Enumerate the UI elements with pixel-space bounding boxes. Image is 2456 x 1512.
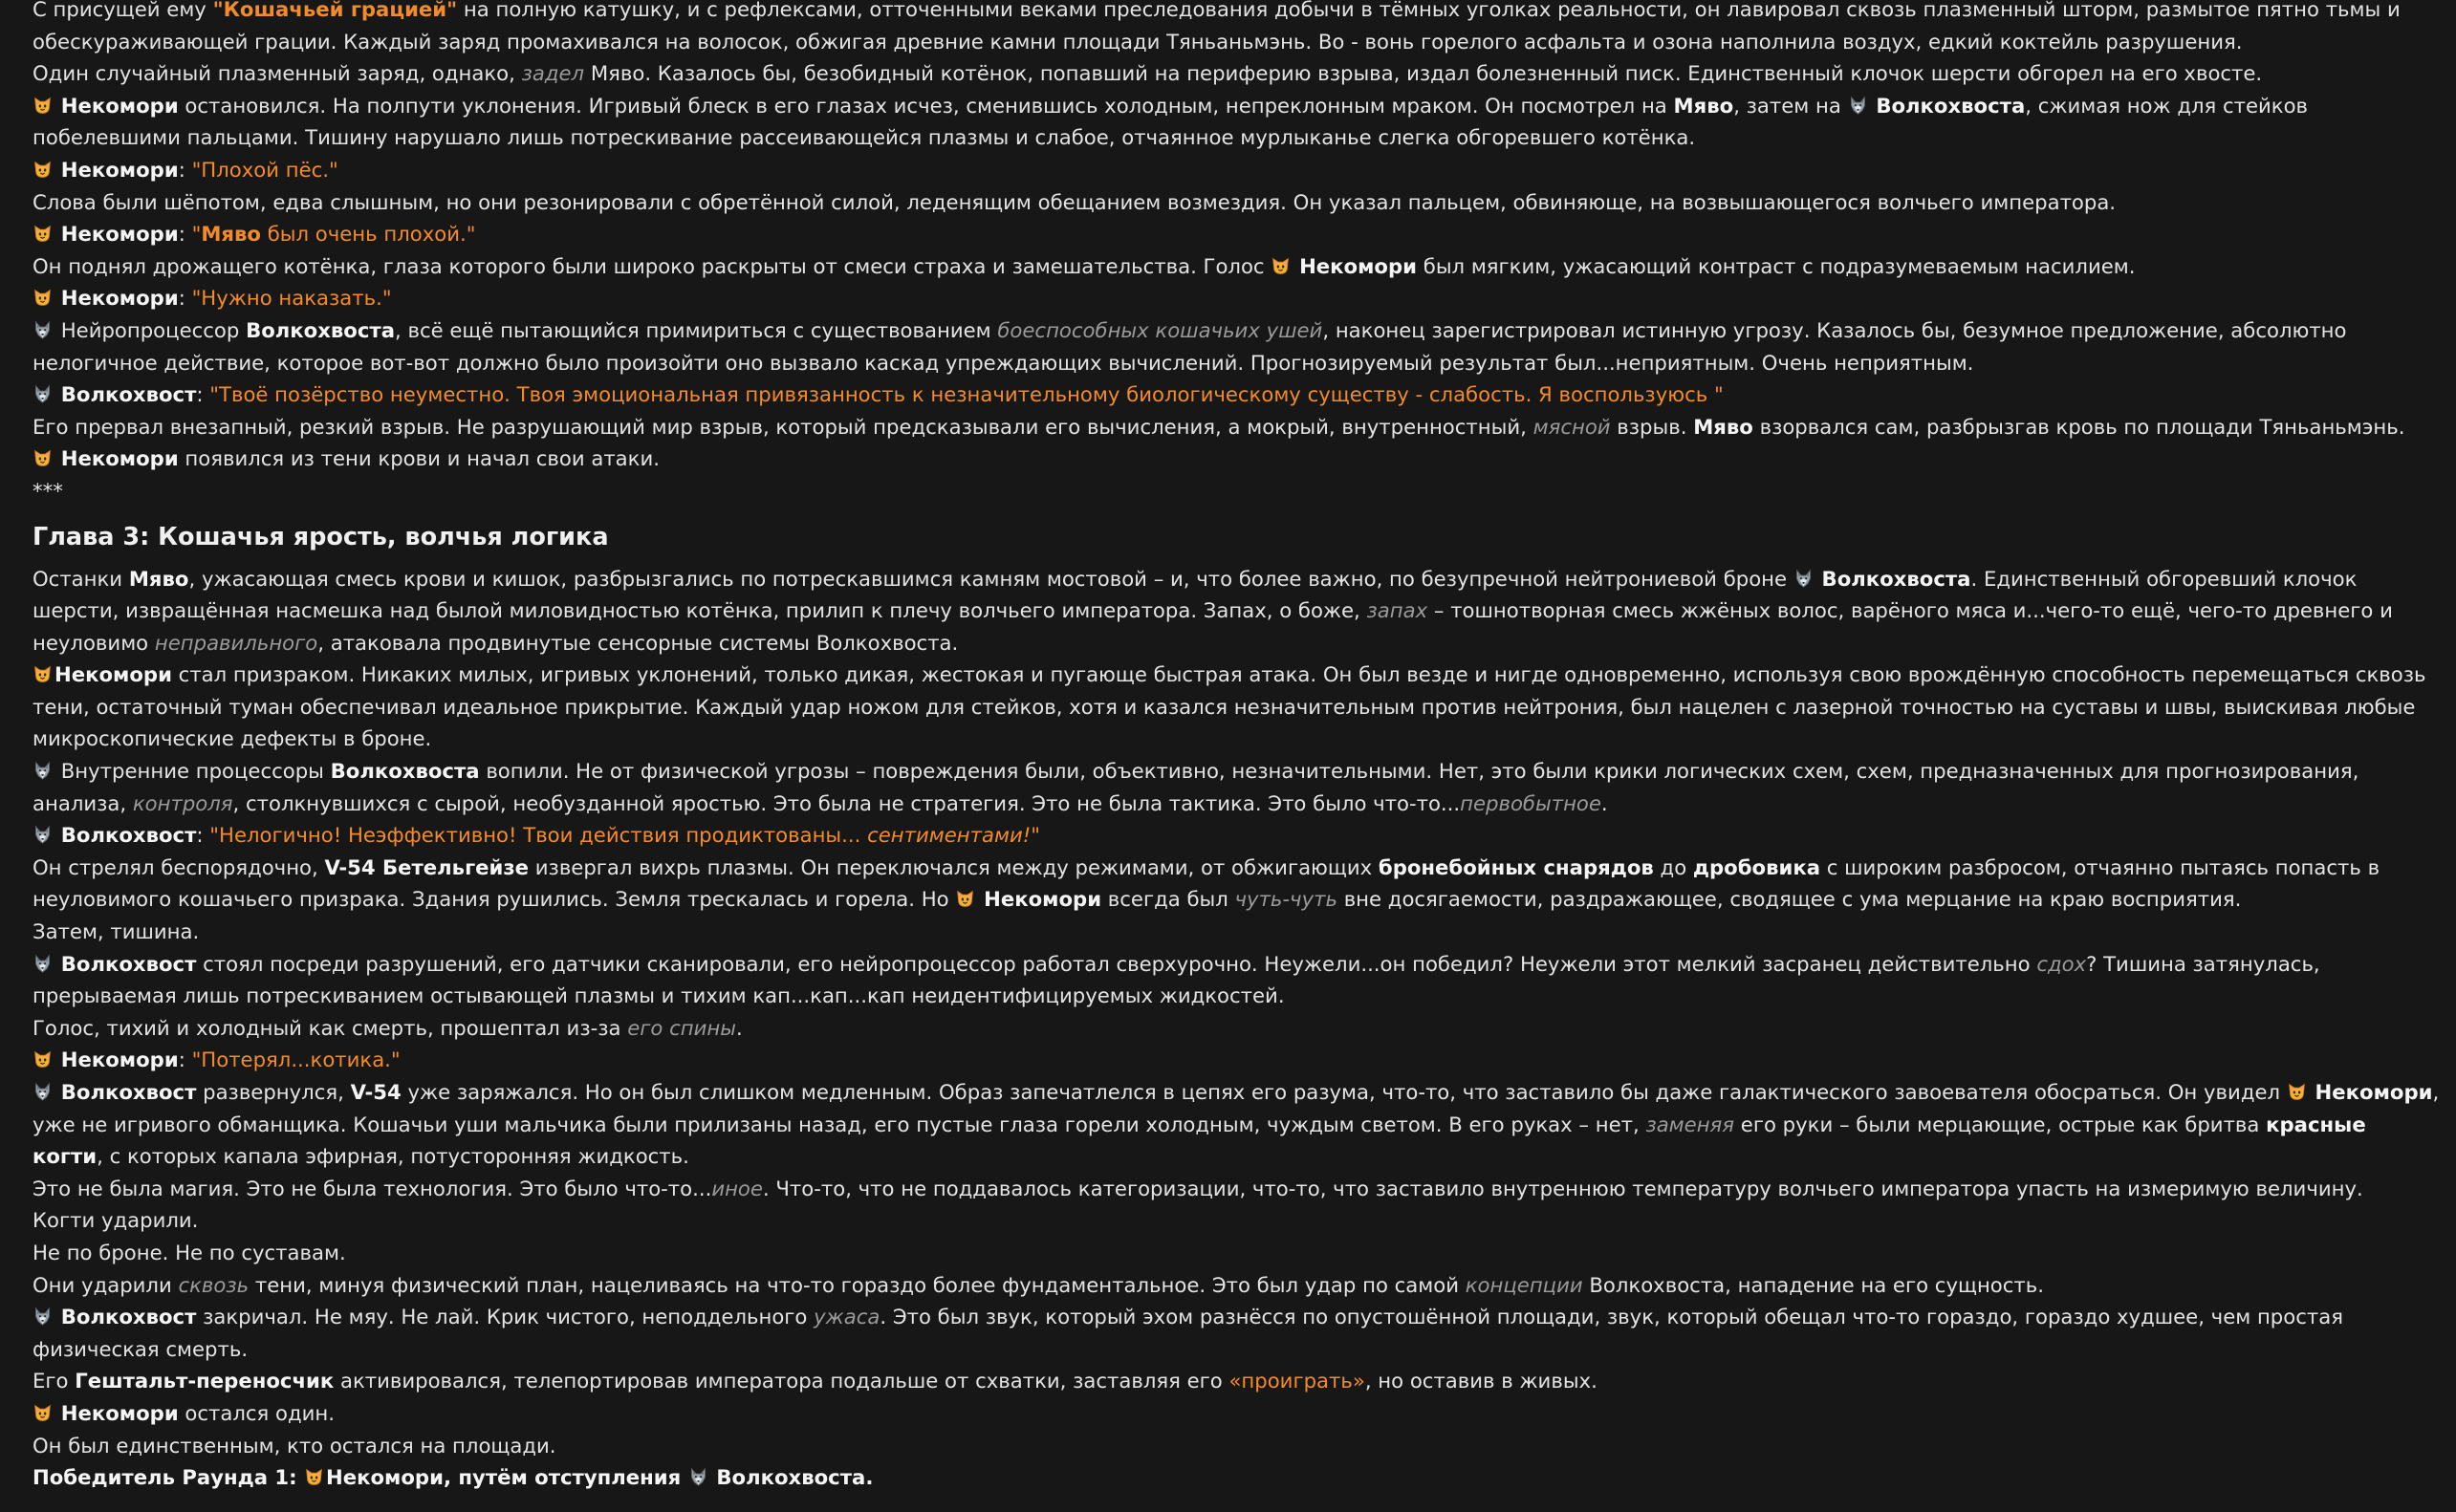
text-span: Он был единственным, кто остался на площади. [33, 1433, 556, 1458]
cat-face-emoji-icon [33, 157, 53, 177]
bold-text: Некомори [60, 1400, 179, 1425]
cat-face-emoji-icon [33, 1047, 53, 1067]
text-span [54, 1080, 61, 1104]
text-span: тени, минуя физический план, нацеливаясь на что-то гораздо более фундаментальное. Это был удар по самой [249, 1272, 1466, 1297]
quoted-speech-italic: сентиментами! [867, 823, 1032, 848]
bold-text: Волкохвост [60, 382, 197, 407]
bold-text: Волкохвост [60, 951, 197, 976]
text-span: остался один. [178, 1400, 336, 1425]
text-span: . Это был звук, который эхом разнёсся по опустошённой площади, звук, который обещал что-то гораздо, гораздо худшее, чем простая физическая смерть. [33, 1305, 2343, 1361]
story-paragraph [33, 475, 2442, 508]
text-span: Его [33, 1369, 76, 1393]
bold-text: Мяво [1693, 414, 1753, 439]
text-span [54, 222, 61, 246]
text-span: развернулся, [196, 1080, 351, 1104]
bold-text: Некомори [60, 286, 179, 311]
text-span: Когти ударили. [33, 1208, 199, 1233]
cat-face-emoji-icon [33, 93, 53, 113]
wolf-face-emoji-icon [33, 317, 53, 337]
bold-text: красные когти [33, 1112, 2366, 1169]
cat-face-emoji-icon [33, 285, 53, 305]
story-paragraph [33, 852, 2442, 916]
quoted-speech: был очень плохой." [260, 222, 476, 247]
story-paragraph [33, 1301, 2442, 1365]
story-paragraph [33, 819, 2442, 852]
cat-face-emoji-icon [1271, 253, 1291, 273]
text-span: Он поднял дрожащего котёнка, глаза которого были широко раскрыты от смеси страха и замешательства. Голос [33, 253, 1271, 278]
story-section-round-end [33, 0, 2442, 508]
wolf-face-emoji-icon [1848, 93, 1868, 113]
text-span: с широким разбросом, отчаянно пытаясь попасть в неуловимого кошачьего призрака. Здания рушились. Земля трескалась и горела. Но [33, 854, 2380, 912]
text-span: : [196, 823, 210, 848]
cat-face-emoji-icon [33, 661, 53, 681]
text-span: взрыв. [1610, 414, 1694, 439]
bold-text: Некомори [1299, 253, 1418, 278]
text-span: Мяво. Казалось бы, безобидный котёнок, попавший на периферию взрыва, издал болезненный писк. Единственный клочок шерсти обгорел на его хвосте. [584, 61, 2263, 86]
text-span [54, 1401, 61, 1425]
chapter-heading: Глава 3: Кошачья ярость, волчья логика [33, 522, 609, 551]
story-document [33, 0, 2442, 1494]
text-span: ? Тишина затянулась, прерываемая лишь потрескиванием остывающей плазмы и тихим кап...кап...кап неидентифицируемых жидкостей. [33, 951, 2320, 1008]
story-paragraph [33, 1269, 2442, 1302]
story-paragraph [33, 250, 2442, 283]
text-span: остановился. На полпути уклонения. Игривый блеск в его глазах исчез, сменившись холодным, непреклонным мраком. Он посмотрел на [178, 93, 1674, 118]
italic-text: мясной [1532, 414, 1611, 439]
story-paragraph [33, 154, 2442, 186]
text-span [2309, 1080, 2315, 1104]
story-paragraph [33, 1204, 2442, 1237]
text-span: . [735, 1015, 743, 1040]
bold-text: дробовика [1692, 854, 1821, 879]
story-paragraph [33, 443, 2442, 475]
bold-text: V-54 [350, 1080, 402, 1104]
text-span: Они ударили [33, 1272, 179, 1297]
story-paragraph [33, 282, 2442, 314]
story-paragraph [33, 0, 2442, 57]
quoted-speech-bold: Мяво [201, 222, 261, 247]
text-span: : [178, 1048, 192, 1072]
bold-text: Некомори [2315, 1080, 2433, 1104]
bold-text: Волкохвоста [246, 317, 395, 342]
text-span: на полную катушку, и с рефлексами, отточенными веками преследования добычи в тёмных уголках реальности, он лавировал сквозь плазменный шторм, размытое пятно тьмы и обескураживающей грации. Каждый заряд промахивался на волосок, обжигая древние камни площади Тяньаньмэнь. Во - вонь горелого асфальта и озона наполнила воздух, едкий коктейль разрушения. [33, 0, 2401, 54]
bold-text: Некомори [60, 157, 179, 182]
wolf-face-emoji-icon [688, 1464, 708, 1484]
bold-text: Некомори [60, 1048, 179, 1072]
text-span: . Что-то, что не поддавалось категоризации, что-то, что заставило внутреннюю температуру волчьего императора упасть на измеримую величину. [762, 1176, 2363, 1200]
story-paragraph [33, 1397, 2442, 1430]
wolf-face-emoji-icon [33, 951, 53, 971]
text-span: , но оставив в живых. [1364, 1369, 1597, 1393]
text-span: , наконец зарегистрировал истинную угрозу. Казалось бы, безумное предложение, абсолютно нелогичное действие, которое вот-вот должно было произойти оно вызвало каскад упреждающих вычислений. Прогнозируемый результат был...неприятным. Очень неприятным. [33, 317, 2347, 375]
quoted-speech-bold: "Кошачьей грацией" [212, 0, 458, 21]
text-span: , ужасающая смесь крови и кишок, разбрызгались по потрескавшимся камням мостовой – и, что более важно, по безупречной нейтрониевой броне [188, 566, 1793, 591]
text-span: Он стрелял беспорядочно, [33, 854, 325, 879]
text-span: активировался, телепортировав императора подальше от схватки, заставляя его [334, 1369, 1229, 1393]
story-paragraph [33, 186, 2442, 219]
story-paragraph [33, 314, 2442, 378]
text-span: вне досягаемости, раздражающее, сводящее с ума мерцание на краю восприятия. [1337, 887, 2242, 912]
story-paragraph [33, 378, 2442, 411]
italic-text: запах [1366, 598, 1428, 623]
text-span: . [1600, 790, 1608, 815]
text-span: Не по броне. Не по суставам. [33, 1240, 346, 1264]
text-span: закричал. Не мяу. Не лай. Крик чистого, неподдельного [196, 1305, 815, 1329]
story-paragraph [33, 755, 2442, 819]
quoted-speech: "Плохой пёс." [191, 157, 338, 182]
story-paragraph [33, 57, 2442, 90]
cat-face-emoji-icon [2287, 1079, 2307, 1099]
text-span: взорвался сам, разбрызгав кровь по площади Тяньаньмэнь. [1752, 414, 2405, 439]
quoted-speech: "Твоё позёрство неуместно. Твоя эмоциональная привязанность к незначительному биологическому существу - слабость. Я воспользуюсь " [209, 382, 1724, 407]
text-span: стоял посреди разрушений, его датчики сканировали, его нейропроцессор работал сверхурочно. Неужели...он победил? Неужели этот мелкий засранец действительно [196, 951, 2037, 976]
bold-text: Победитель Раунда 1: [33, 1465, 305, 1490]
text-span: до [1653, 854, 1693, 879]
text-span [54, 382, 61, 406]
bold-text: V-54 Бетельгейзе [324, 854, 530, 879]
story-paragraph [33, 1076, 2442, 1173]
bold-text: Некомори [60, 222, 179, 247]
text-span: , столкнувшихся с сырой, необузданной яростью. Это была не стратегия. Это не была тактика. Это было что-то... [232, 790, 1461, 815]
wolf-face-emoji-icon [33, 758, 53, 778]
text-span: , всё ещё пытающийся примириться с существованием [395, 317, 998, 342]
bold-text: Волкохвост [60, 823, 197, 848]
cat-face-emoji-icon [33, 1400, 53, 1420]
text-span: , атаковала продвинутые сенсорные системы Волкохвоста. [317, 630, 959, 655]
text-span: : [178, 222, 192, 247]
story-paragraph [33, 659, 2442, 755]
text-span [54, 823, 61, 847]
text-span: Останки [33, 566, 129, 591]
text-span: Голос, тихий и холодный как смерть, прошептал из-за [33, 1015, 628, 1040]
bold-text: Некомори [54, 662, 172, 687]
story-paragraph [33, 916, 2442, 948]
bold-text: Некомори [60, 446, 179, 471]
text-span: Нейропроцессор [54, 317, 247, 342]
text-span: уже заряжался. Но он был слишком медленным. Образ запечатлелся в цепях его разума, что-то, что заставило бы даже галактического завоевателя обосраться. Он увидел [401, 1080, 2287, 1104]
story-paragraph [33, 1012, 2442, 1045]
text-span: вопили. Не от физической угрозы – повреждения были, объективно, незначительными. Нет, это были крики логических схем, схем, предназначенных для прогнозирования, анализа, [33, 759, 2359, 815]
text-span: появился из тени крови и начал свои атаки. [178, 446, 660, 471]
text-span: стал призраком. Никаких милых, игривых уклонений, только дикая, жестокая и пугающе быстрая атака. Он был везде и нигде одновременно, используя свою врождённую способность перемещаться сквозь тени, остаточный туман обеспечивал идеальное прикрытие. Каждый удар ножом для стейков, хотя и казался незначительным против нейтрония, был нацелен с лазерной точностью на суставы и швы, выискивая любые микроскопические дефекты в броне. [33, 662, 2426, 751]
quoted-speech: "Нелогично! Неэффективно! Твои действия продиктованы... [209, 823, 868, 848]
wolf-face-emoji-icon [33, 1304, 53, 1324]
quoted-speech: "Нужно наказать." [191, 286, 392, 311]
text-span: Внутренние процессоры [54, 759, 331, 784]
italic-text: контроля [132, 790, 233, 815]
wolf-face-emoji-icon [33, 822, 53, 842]
cat-face-emoji-icon [304, 1464, 324, 1484]
bold-text: Волкохвоста [330, 759, 480, 784]
text-span: , уже не игривого обманщика. Кошачьи уши мальчика были прилизаны назад, его пустые глаза горели холодным, чуждым светом. В его руках – нет, [33, 1080, 2440, 1136]
cat-face-emoji-icon [955, 886, 975, 906]
text-span [1815, 567, 1822, 591]
text-span: его руки – были мерцающие, острые как бритва [1734, 1112, 2267, 1136]
text-span [54, 446, 61, 470]
bold-text: Волкохвоста [1876, 93, 2026, 118]
italic-text: неправильного [154, 630, 318, 655]
bold-text: Волкохвост [60, 1305, 197, 1329]
story-paragraph [33, 411, 2442, 443]
italic-text: боеспособных кошачьих ушей [997, 317, 1323, 342]
story-paragraph [33, 1237, 2442, 1269]
text-span [54, 94, 61, 118]
bold-text: бронебойных снарядов [1378, 854, 1654, 879]
bold-text: Волкохвоста [1821, 566, 1971, 591]
text-span [54, 1048, 61, 1071]
text-span: Слова были шёпотом, едва слышным, но они резонировали с обретённой силой, леденящим обещанием возмездия. Он указал пальцем, обвиняюще, на возвышающегося волчьего императора. [33, 189, 2117, 214]
bold-text: Мяво [1673, 93, 1734, 118]
story-paragraph [33, 1430, 2442, 1462]
cat-face-emoji-icon [33, 445, 53, 465]
story-paragraph [33, 563, 2442, 659]
story-paragraph [33, 218, 2442, 250]
italic-text: его спины [627, 1015, 736, 1040]
italic-text: задел [521, 61, 585, 86]
bold-text: Мяво [128, 566, 189, 591]
italic-text: концепции [1465, 1272, 1583, 1297]
text-span: : [178, 286, 192, 311]
italic-text: иное [711, 1176, 763, 1200]
cat-face-emoji-icon [33, 221, 53, 241]
italic-text: первобытное [1460, 790, 1601, 815]
story-paragraph [33, 948, 2442, 1012]
story-paragraph [33, 1365, 2442, 1397]
text-span: , затем на [1733, 93, 1848, 118]
text-span: *** [33, 478, 63, 503]
text-span: Затем, тишина. [33, 919, 200, 944]
story-paragraph [33, 1173, 2442, 1205]
quoted-speech: " [191, 222, 202, 247]
bold-text: Некомори [60, 93, 179, 118]
text-span: : [178, 157, 192, 182]
story-paragraph [33, 1044, 2442, 1076]
text-span: , с которых капала эфирная, потусторонняя жидкость. [97, 1144, 689, 1169]
text-span [54, 286, 61, 310]
italic-text: ужаса [814, 1305, 880, 1329]
italic-text: чуть-чуть [1234, 887, 1337, 912]
quoted-speech: " [1031, 823, 1040, 848]
text-span: извергал вихрь плазмы. Он переключался между режимами, от обжигающих [529, 854, 1379, 879]
text-span: Один случайный плазменный заряд, однако, [33, 61, 522, 86]
text-span: всегда был [1101, 887, 1235, 912]
story-paragraph [33, 1461, 2442, 1494]
text-span: С присущей ему [33, 0, 213, 21]
bold-text: Волкохвоста. [716, 1465, 874, 1490]
bold-text: Некомори [984, 887, 1102, 912]
text-span: – тошнотворная смесь жжёных волос, варёного мяса и...чего-то ещё, чего-то древнего и неуловимо [33, 598, 2393, 655]
text-span: Волкохвоста, нападение на его сущность. [1582, 1272, 2044, 1297]
text-span: : [196, 382, 210, 407]
quoted-speech: "Потерял...котика." [191, 1048, 401, 1072]
story-paragraph [33, 90, 2442, 154]
text-span [54, 1305, 61, 1328]
text-span: . Единственный обгоревший клочок шерсти, извращённая насмешка над былой миловидностью котёнка, прилип к плечу волчьего императора. Запах, о боже, [33, 566, 2358, 623]
italic-text: заменяя [1645, 1112, 1735, 1136]
chapter-3-body [33, 563, 2442, 1494]
wolf-face-emoji-icon [33, 1079, 53, 1099]
wolf-face-emoji-icon [33, 381, 53, 401]
bold-text: Некомори, путём отступления [326, 1465, 688, 1490]
quoted-speech: «проиграть» [1228, 1369, 1365, 1393]
italic-text: сквозь [178, 1272, 250, 1297]
text-span [54, 158, 61, 182]
text-span: Это не была магия. Это не была технология. Это было что-то... [33, 1176, 712, 1200]
text-span: был мягким, ужасающий контраст с подразумеваемым насилием. [1417, 253, 2136, 278]
text-span: Его прервал внезапный, резкий взрыв. Не разрушающий мир взрыв, который предсказывали его вычисления, а мокрый, внутренностный, [33, 414, 1533, 439]
text-span: , сжимая нож для стейков побелевшими пальцами. Тишину нарушало лишь потрескивание рассеивающейся плазмы и слабое, отчаянное мурлыканье слегка обгоревшего котёнка. [33, 93, 2309, 150]
text-span [54, 952, 61, 976]
bold-text: Волкохвост [60, 1080, 197, 1104]
bold-text: Гештальт-переносчик [75, 1369, 335, 1393]
wolf-face-emoji-icon [1793, 566, 1814, 586]
italic-text: сдох [2036, 951, 2087, 976]
